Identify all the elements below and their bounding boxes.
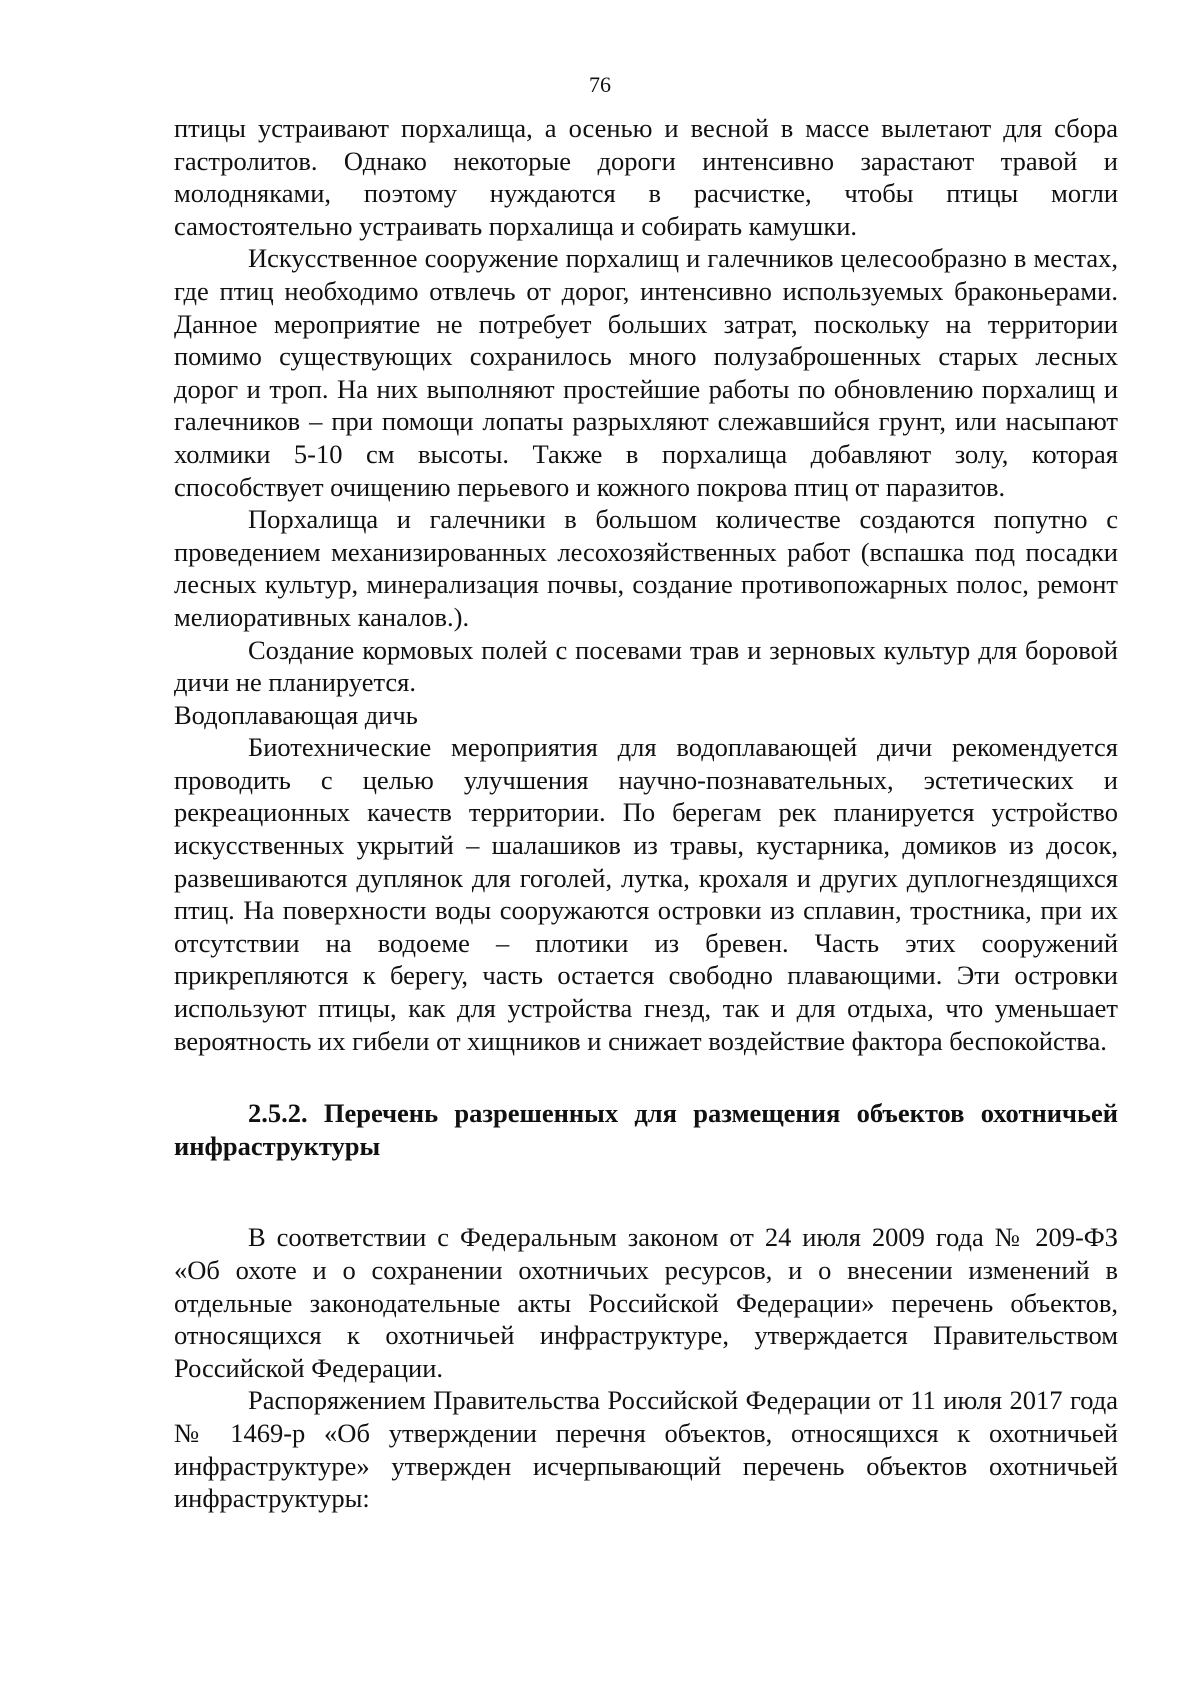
paragraph-forestry-works: Порхалища и галечники в большом количестве создаются попутно с проведением механизированных лесохозяйственных работ (вспашка под посадки лесных культур, минерализация почвы, создание противопожарных полос, ремонт мелиоративных каналов.). xyxy=(174,504,1118,632)
paragraph-government-order: Распоряжением Правительства Российской Федерации от 11 июля 2017 года № 1469-р «Об утверждении перечня объектов, относящихся к охотничьей инфраструктуре» утвержден исчерпывающий перечень объектов охотничьей инфраструктуры: xyxy=(174,1385,1118,1514)
section-heading: 2.5.2. Перечень разрешенных для размещения объектов охотничьей инфраструктуры xyxy=(174,1098,1118,1161)
paragraph-artificial-dusting-sites: Искусственное сооружение порхалищ и галечников целесообразно в местах, где птиц необходимо отвлечь от дорог, интенсивно используемых браконьерами. Данное мероприятие не потребует больших затрат, поскольку на территории помимо существующих сохранилось много полузаброшенных старых лесных дорог и троп. На них выполняют простейшие работы по обновлению порхалищ и галечников – при помощи лопаты разрыхляют слежавшийся грунт, или насыпают холмики 5-10 см высоты. Также в порхалища добавляют золу, которая способствует очищению перьевого и кожного покрова птиц от паразитов. xyxy=(174,243,1118,502)
paragraph-waterfowl-measures: Биотехнические мероприятия для водоплавающей дичи рекомендуется проводить с целью улучшения научно-познавательных, эстетических и рекреационных качеств территории. По берегам рек планируется устройство искусственных укрытий – шалашиков из травы, кустарника, домиков из досок, развешиваются дуплянок для гоголей, лутка, крохаля и других дуплогнездящихся птиц. На поверхности воды сооружаются островки из сплавин, тростника, при их отсутствии на водоеме – плотики из бревен. Часть этих сооружений прикрепляются к берегу, часть остается свободно плавающими. Эти островки используют птицы, как для устройства гнезд, так и для отдыха, что уменьшает вероятность их гибели от хищников и снижает воздействие фактора беспокойства. xyxy=(174,732,1118,1056)
page-number: 76 xyxy=(589,72,611,97)
subsection-label-waterfowl: Водоплавающая дичь xyxy=(174,699,418,730)
paragraph-federal-law: В соответствии с Федеральным законом от 24 июля 2009 года № 209-ФЗ «Об охоте и о сохранении охотничьих ресурсов, и о внесении изменений в отдельные законодательные акты Российской Федерации» перечень объектов, относящихся к охотничьей инфраструктуре, утверждается Правительством Российской Федерации. xyxy=(174,1222,1118,1383)
paragraph-continuation: птицы устраивают порхалища, а осенью и весной в массе вылетают для сбора гастролитов. Однако некоторые дороги интенсивно зарастают травой и молодняками, поэтому нуждаются в расчистке, чтобы птицы могли самостоятельно устраивать порхалища и собирать камушки. xyxy=(174,113,1118,241)
paragraph-feeding-fields: Создание кормовых полей с посевами трав и зерновых культур для боровой дичи не планируется. xyxy=(174,634,1118,698)
document-body xyxy=(174,112,1118,1515)
